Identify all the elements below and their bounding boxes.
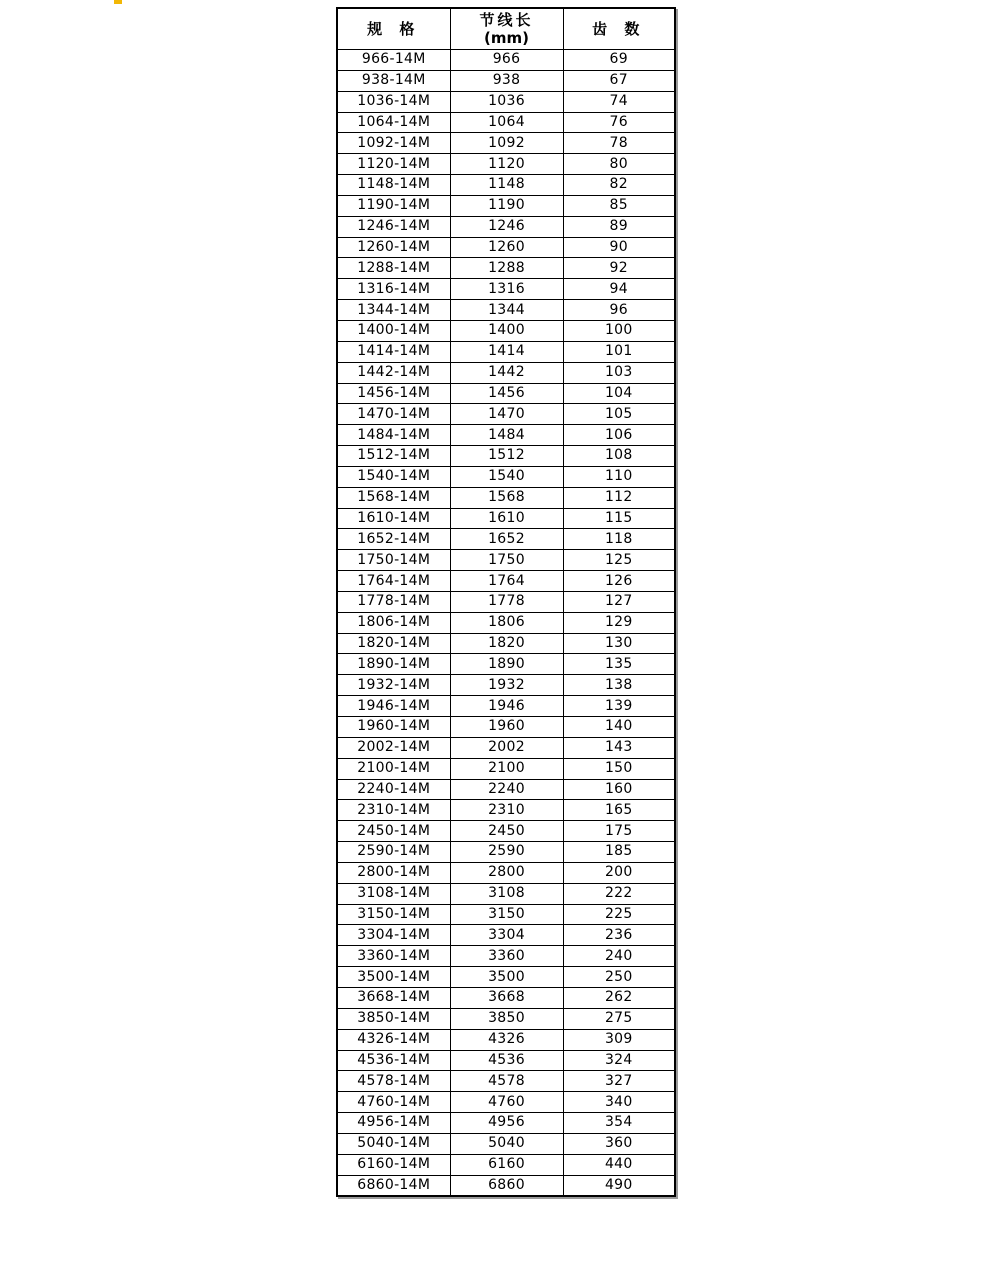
header-spec: 规 格 <box>337 8 450 50</box>
cell-teeth: 112 <box>563 487 675 508</box>
table-row <box>337 216 675 237</box>
cell-teeth: 115 <box>563 508 675 529</box>
cell-teeth: 127 <box>563 591 675 612</box>
table-row <box>337 1113 675 1134</box>
cell-pitch-length: 3108 <box>450 883 563 904</box>
cell-spec: 1246-14M <box>337 216 450 237</box>
table-row <box>337 633 675 654</box>
cell-teeth: 354 <box>563 1113 675 1134</box>
cell-teeth: 130 <box>563 633 675 654</box>
cell-teeth: 105 <box>563 404 675 425</box>
cell-pitch-length: 3668 <box>450 987 563 1008</box>
table-row <box>337 383 675 404</box>
cell-pitch-length: 1820 <box>450 633 563 654</box>
cell-pitch-length: 2450 <box>450 821 563 842</box>
cell-teeth: 106 <box>563 425 675 446</box>
cell-teeth: 85 <box>563 195 675 216</box>
cell-spec: 1036-14M <box>337 91 450 112</box>
cell-pitch-length: 3500 <box>450 967 563 988</box>
cell-spec: 3850-14M <box>337 1008 450 1029</box>
cell-teeth: 125 <box>563 550 675 571</box>
cell-teeth: 135 <box>563 654 675 675</box>
cell-pitch-length: 1064 <box>450 112 563 133</box>
cell-pitch-length: 1442 <box>450 362 563 383</box>
cell-teeth: 440 <box>563 1154 675 1175</box>
cell-spec: 1652-14M <box>337 529 450 550</box>
cell-pitch-length: 1316 <box>450 279 563 300</box>
table-row <box>337 404 675 425</box>
cell-pitch-length: 1190 <box>450 195 563 216</box>
cell-pitch-length: 1512 <box>450 446 563 467</box>
table-row <box>337 1029 675 1050</box>
cell-pitch-length: 1456 <box>450 383 563 404</box>
cell-pitch-length: 1148 <box>450 175 563 196</box>
cell-pitch-length: 1344 <box>450 300 563 321</box>
table-row <box>337 529 675 550</box>
table-row <box>337 842 675 863</box>
header-pitch-length-label: 节线长 <box>479 11 534 29</box>
cell-teeth: 108 <box>563 446 675 467</box>
table-row <box>337 508 675 529</box>
table-row <box>337 883 675 904</box>
cell-teeth: 104 <box>563 383 675 404</box>
cell-spec: 1260-14M <box>337 237 450 258</box>
cell-pitch-length: 1764 <box>450 571 563 592</box>
table-row <box>337 446 675 467</box>
cell-pitch-length: 1400 <box>450 320 563 341</box>
cell-pitch-length: 1568 <box>450 487 563 508</box>
cell-pitch-length: 1260 <box>450 237 563 258</box>
cell-pitch-length: 1750 <box>450 550 563 571</box>
cell-spec: 1540-14M <box>337 466 450 487</box>
table-row <box>337 195 675 216</box>
cell-spec: 2240-14M <box>337 779 450 800</box>
cell-spec: 966-14M <box>337 50 450 71</box>
cell-teeth: 236 <box>563 925 675 946</box>
cell-spec: 1610-14M <box>337 508 450 529</box>
cell-pitch-length: 1414 <box>450 341 563 362</box>
table-row <box>337 904 675 925</box>
cell-spec: 4536-14M <box>337 1050 450 1071</box>
cell-pitch-length: 966 <box>450 50 563 71</box>
cell-teeth: 100 <box>563 320 675 341</box>
cell-pitch-length: 4578 <box>450 1071 563 1092</box>
cell-spec: 4578-14M <box>337 1071 450 1092</box>
table-row <box>337 737 675 758</box>
table-row <box>337 1154 675 1175</box>
cell-spec: 3108-14M <box>337 883 450 904</box>
cell-pitch-length: 1932 <box>450 675 563 696</box>
table-row <box>337 946 675 967</box>
cell-teeth: 80 <box>563 154 675 175</box>
cell-pitch-length: 4956 <box>450 1113 563 1134</box>
cell-spec: 1064-14M <box>337 112 450 133</box>
cell-spec: 1316-14M <box>337 279 450 300</box>
cell-pitch-length: 1946 <box>450 696 563 717</box>
header-pitch-length-unit: (mm) <box>484 29 529 47</box>
table-row <box>337 50 675 71</box>
cell-teeth: 360 <box>563 1133 675 1154</box>
table-row <box>337 717 675 738</box>
cell-pitch-length: 1890 <box>450 654 563 675</box>
table-row <box>337 550 675 571</box>
table-row <box>337 967 675 988</box>
cell-spec: 1148-14M <box>337 175 450 196</box>
cell-pitch-length: 1246 <box>450 216 563 237</box>
cell-teeth: 222 <box>563 883 675 904</box>
cell-spec: 1960-14M <box>337 717 450 738</box>
table-row <box>337 1071 675 1092</box>
cell-teeth: 110 <box>563 466 675 487</box>
table-row <box>337 425 675 446</box>
table-row <box>337 341 675 362</box>
table-row <box>337 112 675 133</box>
cell-pitch-length: 1610 <box>450 508 563 529</box>
cell-pitch-length: 1036 <box>450 91 563 112</box>
table-row <box>337 133 675 154</box>
cell-teeth: 69 <box>563 50 675 71</box>
cell-teeth: 126 <box>563 571 675 592</box>
cell-spec: 1778-14M <box>337 591 450 612</box>
cell-pitch-length: 6160 <box>450 1154 563 1175</box>
cell-teeth: 96 <box>563 300 675 321</box>
cell-pitch-length: 1540 <box>450 466 563 487</box>
cell-spec: 2800-14M <box>337 862 450 883</box>
table-row <box>337 675 675 696</box>
cell-spec: 1764-14M <box>337 571 450 592</box>
belt-spec-table <box>336 7 676 1197</box>
table-row <box>337 800 675 821</box>
header-teeth: 齿 数 <box>563 8 675 50</box>
table-row <box>337 654 675 675</box>
header-row <box>337 8 675 50</box>
cell-spec: 6160-14M <box>337 1154 450 1175</box>
corner-mark <box>114 0 122 4</box>
table-row <box>337 362 675 383</box>
table-row <box>337 1050 675 1071</box>
cell-pitch-length: 938 <box>450 70 563 91</box>
cell-pitch-length: 2002 <box>450 737 563 758</box>
cell-teeth: 225 <box>563 904 675 925</box>
cell-pitch-length: 1470 <box>450 404 563 425</box>
table-row <box>337 466 675 487</box>
cell-pitch-length: 1778 <box>450 591 563 612</box>
table-row <box>337 1092 675 1113</box>
cell-teeth: 78 <box>563 133 675 154</box>
cell-spec: 4760-14M <box>337 1092 450 1113</box>
cell-spec: 1512-14M <box>337 446 450 467</box>
table-row <box>337 154 675 175</box>
cell-spec: 1750-14M <box>337 550 450 571</box>
cell-spec: 3668-14M <box>337 987 450 1008</box>
cell-pitch-length: 1484 <box>450 425 563 446</box>
cell-spec: 4956-14M <box>337 1113 450 1134</box>
cell-pitch-length: 3150 <box>450 904 563 925</box>
cell-teeth: 89 <box>563 216 675 237</box>
cell-spec: 5040-14M <box>337 1133 450 1154</box>
table-row <box>337 320 675 341</box>
cell-spec: 2002-14M <box>337 737 450 758</box>
cell-spec: 1484-14M <box>337 425 450 446</box>
cell-spec: 1400-14M <box>337 320 450 341</box>
cell-teeth: 118 <box>563 529 675 550</box>
cell-teeth: 175 <box>563 821 675 842</box>
cell-teeth: 250 <box>563 967 675 988</box>
cell-teeth: 185 <box>563 842 675 863</box>
table-row <box>337 258 675 279</box>
cell-spec: 1806-14M <box>337 612 450 633</box>
cell-spec: 4326-14M <box>337 1029 450 1050</box>
cell-spec: 1820-14M <box>337 633 450 654</box>
cell-spec: 1414-14M <box>337 341 450 362</box>
cell-pitch-length: 3850 <box>450 1008 563 1029</box>
cell-pitch-length: 2100 <box>450 758 563 779</box>
cell-teeth: 240 <box>563 946 675 967</box>
cell-teeth: 262 <box>563 987 675 1008</box>
cell-spec: 1890-14M <box>337 654 450 675</box>
cell-pitch-length: 6860 <box>450 1175 563 1196</box>
table-row <box>337 571 675 592</box>
cell-spec: 1344-14M <box>337 300 450 321</box>
cell-pitch-length: 2310 <box>450 800 563 821</box>
header-pitch-length <box>450 8 563 50</box>
cell-teeth: 140 <box>563 717 675 738</box>
cell-teeth: 129 <box>563 612 675 633</box>
cell-teeth: 92 <box>563 258 675 279</box>
table-row <box>337 925 675 946</box>
cell-teeth: 340 <box>563 1092 675 1113</box>
table-row <box>337 279 675 300</box>
table-row <box>337 70 675 91</box>
cell-spec: 938-14M <box>337 70 450 91</box>
table-row <box>337 1175 675 1196</box>
cell-teeth: 327 <box>563 1071 675 1092</box>
cell-spec: 1932-14M <box>337 675 450 696</box>
cell-spec: 1568-14M <box>337 487 450 508</box>
cell-teeth: 76 <box>563 112 675 133</box>
cell-pitch-length: 1092 <box>450 133 563 154</box>
cell-spec: 6860-14M <box>337 1175 450 1196</box>
cell-spec: 1120-14M <box>337 154 450 175</box>
cell-teeth: 67 <box>563 70 675 91</box>
cell-teeth: 275 <box>563 1008 675 1029</box>
cell-spec: 2100-14M <box>337 758 450 779</box>
cell-pitch-length: 2240 <box>450 779 563 800</box>
cell-teeth: 490 <box>563 1175 675 1196</box>
cell-spec: 1190-14M <box>337 195 450 216</box>
cell-teeth: 101 <box>563 341 675 362</box>
table-row <box>337 175 675 196</box>
cell-spec: 3150-14M <box>337 904 450 925</box>
cell-pitch-length: 2590 <box>450 842 563 863</box>
cell-teeth: 82 <box>563 175 675 196</box>
cell-teeth: 90 <box>563 237 675 258</box>
cell-teeth: 143 <box>563 737 675 758</box>
cell-teeth: 309 <box>563 1029 675 1050</box>
cell-spec: 3304-14M <box>337 925 450 946</box>
cell-teeth: 200 <box>563 862 675 883</box>
cell-pitch-length: 4326 <box>450 1029 563 1050</box>
table-row <box>337 1008 675 1029</box>
cell-pitch-length: 1288 <box>450 258 563 279</box>
cell-pitch-length: 1806 <box>450 612 563 633</box>
cell-pitch-length: 1120 <box>450 154 563 175</box>
table-row <box>337 300 675 321</box>
cell-pitch-length: 5040 <box>450 1133 563 1154</box>
cell-pitch-length: 3304 <box>450 925 563 946</box>
cell-teeth: 74 <box>563 91 675 112</box>
table-row <box>337 237 675 258</box>
table-row <box>337 91 675 112</box>
cell-teeth: 150 <box>563 758 675 779</box>
cell-spec: 3360-14M <box>337 946 450 967</box>
cell-pitch-length: 3360 <box>450 946 563 967</box>
cell-teeth: 138 <box>563 675 675 696</box>
table-row <box>337 758 675 779</box>
cell-teeth: 139 <box>563 696 675 717</box>
cell-spec: 1092-14M <box>337 133 450 154</box>
cell-spec: 2590-14M <box>337 842 450 863</box>
table-row <box>337 821 675 842</box>
table-row <box>337 779 675 800</box>
table-row <box>337 487 675 508</box>
cell-spec: 3500-14M <box>337 967 450 988</box>
cell-pitch-length: 2800 <box>450 862 563 883</box>
cell-spec: 1288-14M <box>337 258 450 279</box>
cell-pitch-length: 1960 <box>450 717 563 738</box>
table-row <box>337 862 675 883</box>
table-row <box>337 987 675 1008</box>
cell-spec: 2450-14M <box>337 821 450 842</box>
cell-spec: 1470-14M <box>337 404 450 425</box>
cell-spec: 1442-14M <box>337 362 450 383</box>
table-body <box>337 50 675 1197</box>
cell-pitch-length: 1652 <box>450 529 563 550</box>
table-row <box>337 591 675 612</box>
cell-teeth: 324 <box>563 1050 675 1071</box>
table-row <box>337 1133 675 1154</box>
table-header <box>337 8 675 50</box>
cell-teeth: 94 <box>563 279 675 300</box>
cell-spec: 1456-14M <box>337 383 450 404</box>
cell-teeth: 160 <box>563 779 675 800</box>
table-row <box>337 696 675 717</box>
cell-teeth: 165 <box>563 800 675 821</box>
cell-spec: 2310-14M <box>337 800 450 821</box>
cell-spec: 1946-14M <box>337 696 450 717</box>
cell-pitch-length: 4760 <box>450 1092 563 1113</box>
cell-teeth: 103 <box>563 362 675 383</box>
cell-pitch-length: 4536 <box>450 1050 563 1071</box>
table-row <box>337 612 675 633</box>
